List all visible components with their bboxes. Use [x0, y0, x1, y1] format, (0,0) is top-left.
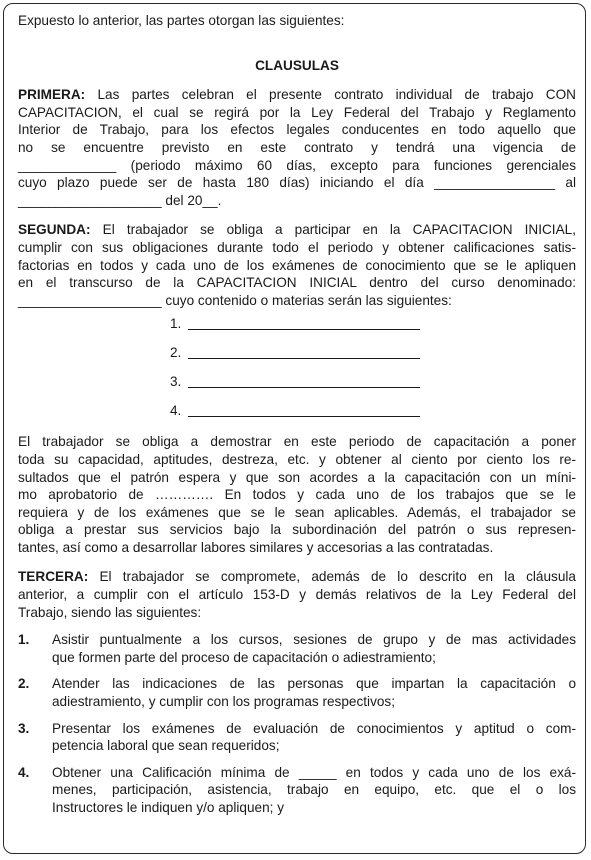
primera-line: Interior de Trabajo, para los efectos legales conducentes en todo aquello que — [18, 122, 576, 138]
segunda-cont-line: mo aprobatorio de …………. En todos y cada uno de los trabajos que se le — [18, 487, 576, 503]
clause-tercera — [18, 568, 576, 816]
clause-primera — [18, 86, 576, 209]
segunda-cont-line: requiera y de los exámenes que se le sean aplicables. Además, el trabajador se — [18, 504, 576, 520]
blank-line — [188, 344, 420, 359]
segunda-cont-line: toda su capacidad, aptitudes, destreza, etc. y obtener al ciento por ciento los re- — [18, 451, 576, 467]
contract-document — [18, 12, 576, 826]
blank-line — [188, 373, 420, 388]
primera-line: PRIMERA: Las partes celebran el presente contrato individual de trabajo CON — [18, 87, 576, 103]
segunda-line: SEGUNDA: El trabajador se obliga a participar en la CAPACITACION INICIAL, — [18, 222, 576, 238]
clause-label: SEGUNDA: — [18, 222, 91, 238]
clause-segunda — [18, 221, 576, 431]
blank-line — [188, 402, 420, 417]
primera-line: _____________ (periodo máximo 60 días, excepto para funciones gerenciales — [18, 157, 576, 173]
subject-item: 1. — [18, 315, 576, 344]
segunda-cont-line: sultados que el patrón espera y que son acordes a la capacitación con un míni- — [18, 469, 576, 485]
subject-item: 2. — [18, 344, 576, 373]
subject-list — [18, 315, 576, 431]
primera-line: CAPACITACION, el cual se regirá por la Ley Federal del Trabajo y Reglamento — [18, 104, 576, 120]
primera-line: ___________________ del 20__. — [18, 192, 222, 208]
segunda-line: factorias en todos y cada uno de los exámenes de conocimiento que se le apliquen — [18, 257, 576, 273]
segunda-line: cumplir con sus obligaciones durante todo el periodo y obtener calificaciones satis- — [18, 239, 576, 255]
segunda-continuation — [18, 433, 576, 556]
clause-label: PRIMERA: — [18, 87, 86, 103]
obligation-item: 1. Asistir puntualmente a los cursos, sesiones de grupo y de mas actividades que formen parte del proceso de capacitación o adiestramiento; — [18, 632, 576, 665]
clauses-title: CLAUSULAS — [255, 57, 339, 73]
subject-item: 3. — [18, 373, 576, 402]
segunda-line: en el transcurso de la CAPACITACION INICIAL dentro del curso denominado: — [18, 275, 576, 291]
clause-label: TERCERA: — [18, 569, 89, 585]
segunda-cont-line: obliga a prestar sus servicios bajo la subordinación del patrón o sus represen- — [18, 522, 576, 538]
tercera-line: anterior, a cumplir con el artículo 153-D y demás relativos de la Ley Federal del — [18, 587, 576, 603]
segunda-cont-line: El trabajador se obliga a demostrar en este periodo de capacitación a poner — [18, 434, 576, 450]
primera-line: no se encuentre previsto en este contrato y tendrá una vigencia de — [18, 139, 576, 155]
obligation-item: 2. Atender las indicaciones de las personas que impartan la capacitación o adiestramiento, y cumplir con los programas respectivos; — [18, 676, 576, 710]
obligation-item: 4. Obtener una Calificación mínima de _____ en todos y cada uno de los exá- menes, participación, asistencia, trabajo en equipo, etc. que el o los Instructores le indiquen y/o apliquen; y — [18, 764, 576, 815]
segunda-line: ___________________ cuyo contenido o materias serán las siguientes: — [18, 292, 452, 308]
blank-line — [188, 315, 420, 330]
subject-item: 4. — [18, 402, 576, 431]
obligations-list — [18, 631, 576, 816]
obligation-item: 3. Presentar los exámenes de evaluación de conocimientos y aptitud o com- petencia laboral que sean requeridos; — [18, 720, 576, 754]
tercera-line: TERCERA: El trabajador se compromete, además de lo descrito en la cláusula — [18, 569, 576, 585]
primera-line: cuyo plazo puede ser de hasta 180 días) iniciando el día ________________ al — [18, 175, 576, 191]
segunda-cont-line: tantes, así como a desarrollar labores similares y accesorias a las contratadas. — [18, 539, 494, 555]
intro-text: Expuesto lo anterior, las partes otorgan las siguientes: — [18, 13, 345, 28]
tercera-line: Trabajo, siendo las siguientes: — [18, 604, 202, 620]
